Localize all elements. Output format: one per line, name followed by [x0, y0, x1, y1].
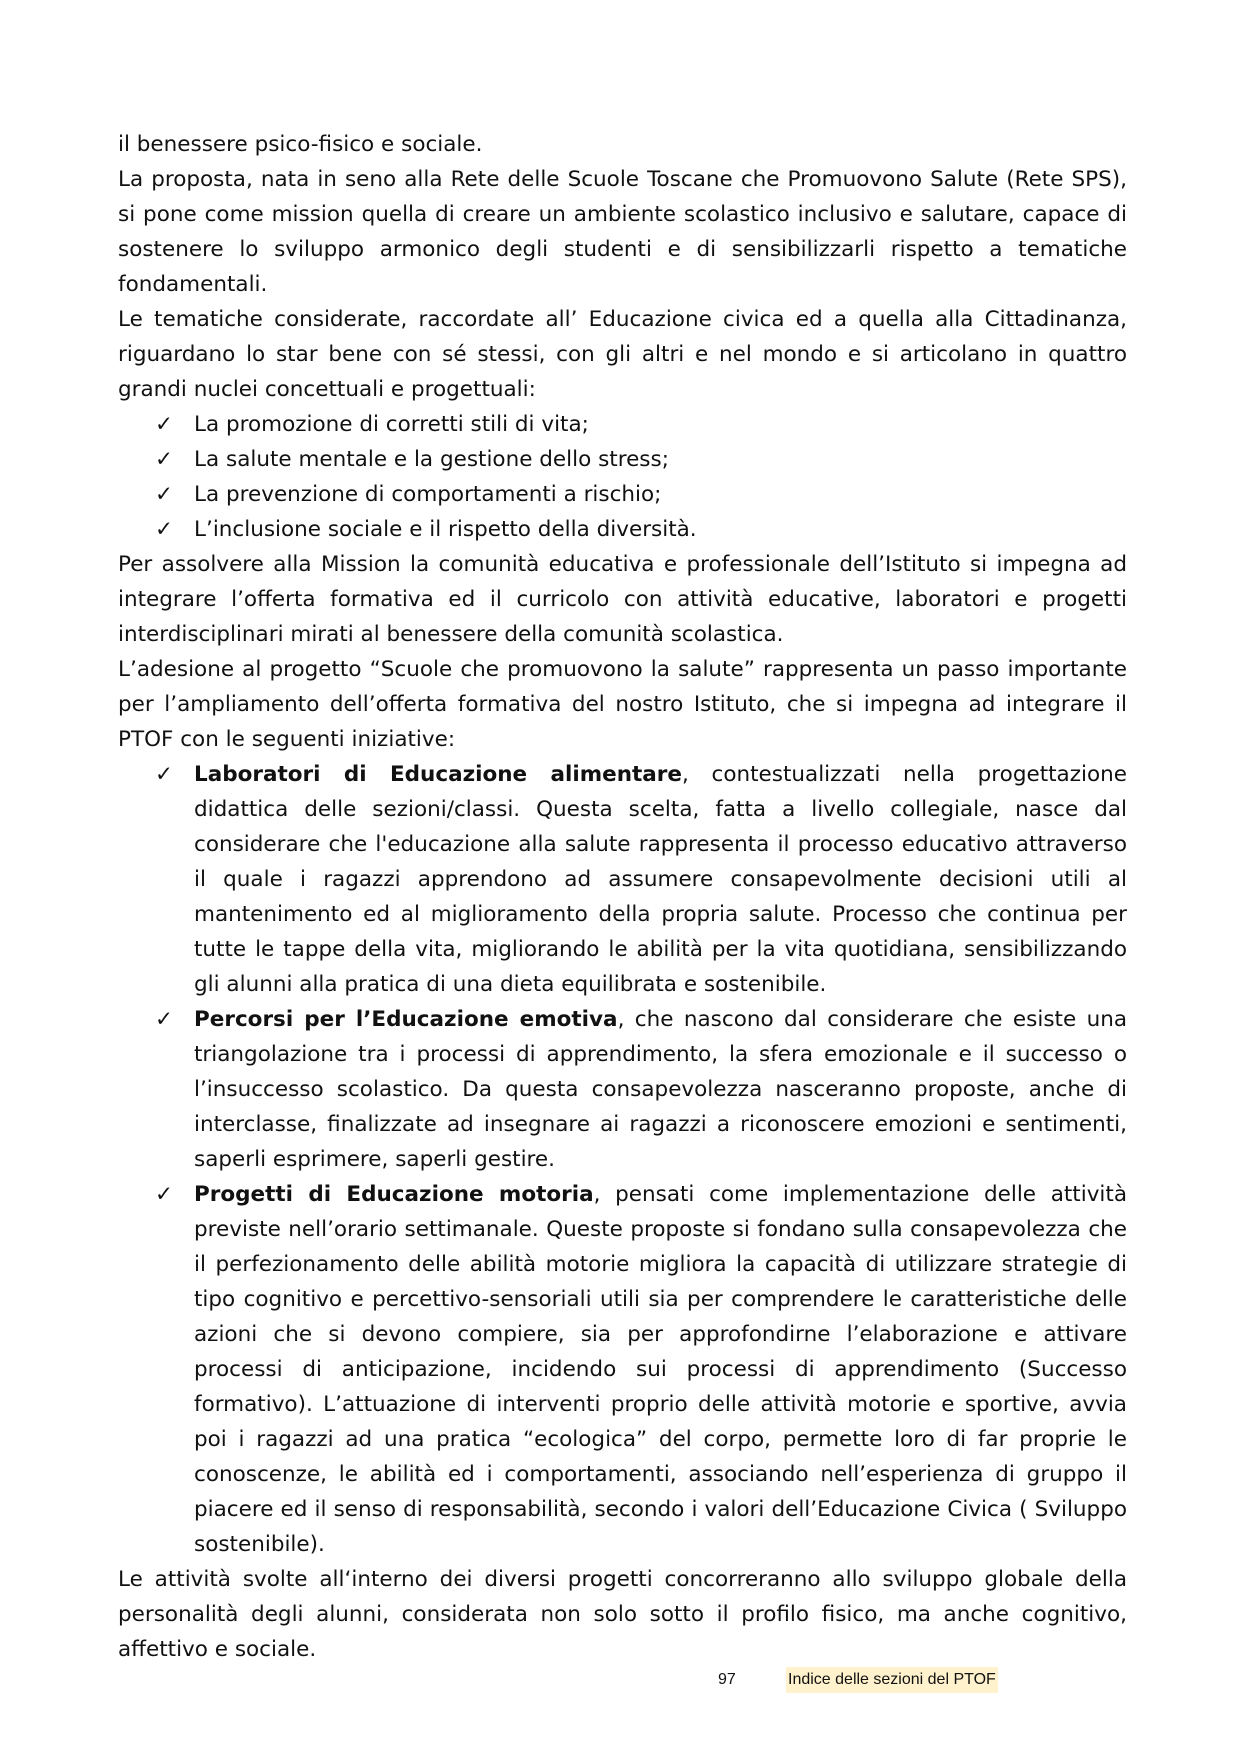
paragraph-conclusion: Le attività svolte all‘interno dei diversi progetti concorreranno allo sviluppo globale della personalità degli alunni, considerata non solo sotto il profilo fisico, ma anche cognitivo, affettivo e sociale. — [118, 1567, 1127, 1662]
paragraph-adhesion: L’adesione al progetto “Scuole che promuovono la salute” rappresenta un passo importante per l’ampliamento dell’offerta formativa del nostro Istituto, che si impegna ad integrare il PTOF con le seguenti iniziative: — [118, 657, 1127, 752]
list-item — [118, 407, 1127, 442]
list-item — [118, 512, 1127, 547]
initiative-title: Progetti di Educazione motoria — [194, 1182, 594, 1207]
initiative-title: Percorsi per l’Educazione emotiva — [194, 1007, 618, 1032]
list-item — [118, 1177, 1127, 1562]
list-item — [118, 757, 1127, 1002]
initiative-description: , che nascono dal considerare che esiste una triangolazione tra i processi di apprendimento, la sfera emozionale e il successo o l’insuccesso scolastico. Da questa consapevolezza nasceranno proposte, anche di interclasse, finalizzate ad insegnare ai ragazzi a riconoscere emozioni e sentimenti, saperli esprimere, saperli gestire. — [194, 1007, 1127, 1172]
toc-link[interactable]: Indice delle sezioni del PTOF — [786, 1667, 998, 1693]
check-icon: ✓ — [155, 482, 174, 507]
paragraph-proposal: La proposta, nata in seno alla Rete delle Scuole Toscane che Promuovono Salute (Rete SPS), si pone come mission quella di creare un ambiente scolastico inclusivo e salutare, capace di sostenere lo sviluppo armonico degli studenti e di sensibilizzarli rispetto a tematiche fondamentali. — [118, 167, 1127, 297]
initiative-title: Laboratori di Educazione alimentare — [194, 762, 682, 787]
page-number: 97 — [718, 1671, 736, 1688]
check-icon: ✓ — [155, 412, 174, 437]
paragraph-themes: Le tematiche considerate, raccordate all’ Educazione civica ed a quella alla Cittadinanza, riguardano lo star bene con sé stessi, con gli altri e nel mondo e si articolano in quattro grandi nuclei concettuali e progettuali: — [118, 307, 1127, 402]
list-item-text: La salute mentale e la gestione dello stress; — [194, 447, 669, 472]
list-item-text: La prevenzione di comportamenti a rischio; — [194, 482, 662, 507]
list-item — [118, 1002, 1127, 1177]
initiatives-list — [118, 757, 1127, 1562]
initiative-description: , contestualizzati nella progettazione didattica delle sezioni/classi. Questa scelta, fatta a livello collegiale, nasce dal considerare che l'educazione alla salute rappresenta il processo educativo attraverso il quale i ragazzi apprendono ad assumere consapevolmente decisioni utili al mantenimento ed al miglioramento della propria salute. Processo che continua per tutte le tappe della vita, migliorando le abilità per la vita quotidiana, sensibilizzando gli alunni alla pratica di una dieta equilibrata e sostenibile. — [194, 762, 1128, 997]
check-icon: ✓ — [155, 762, 174, 787]
page-footer — [0, 1667, 1243, 1693]
paragraph-mission: Per assolvere alla Mission la comunità educativa e professionale dell’Istituto si impegna ad integrare l’offerta formativa ed il curricolo con attività educative, laboratori e progetti interdisciplinari mirati al benessere della comunità scolastica. — [118, 552, 1127, 647]
list-item-text: La promozione di corretti stili di vita; — [194, 412, 589, 437]
check-icon: ✓ — [155, 447, 174, 472]
page-body — [118, 127, 1127, 1667]
themes-list — [118, 407, 1127, 547]
list-item — [118, 442, 1127, 477]
paragraph-intro-end: il benessere psico-fisico e sociale. — [118, 132, 483, 157]
check-icon: ✓ — [155, 1182, 174, 1207]
list-item — [118, 477, 1127, 512]
list-item-text: L’inclusione sociale e il rispetto della diversità. — [194, 517, 697, 542]
check-icon: ✓ — [155, 1007, 174, 1032]
check-icon: ✓ — [155, 517, 174, 542]
initiative-description: , pensati come implementazione delle attività previste nell’orario settimanale. Queste proposte si fondano sulla consapevolezza che il perfezionamento delle abilità motorie migliora la capacità di utilizzare strategie di tipo cognitivo e percettivo-sensoriali utili sia per comprendere le caratteristiche delle azioni che si devono compiere, sia per approfondirne l’elaborazione e attivare processi di anticipazione, incidendo sui processi di apprendimento (Successo formativo). L’attuazione di interventi proprio delle attività motorie e sportive, avvia poi i ragazzi ad una pratica “ecologica” del corpo, permette loro di far proprie le conoscenze, le abilità ed i comportamenti, associando nell’esperienza di gruppo il piacere ed il senso di responsabilità, secondo i valori dell’Educazione Civica ( Sviluppo sostenibile). — [194, 1182, 1128, 1557]
